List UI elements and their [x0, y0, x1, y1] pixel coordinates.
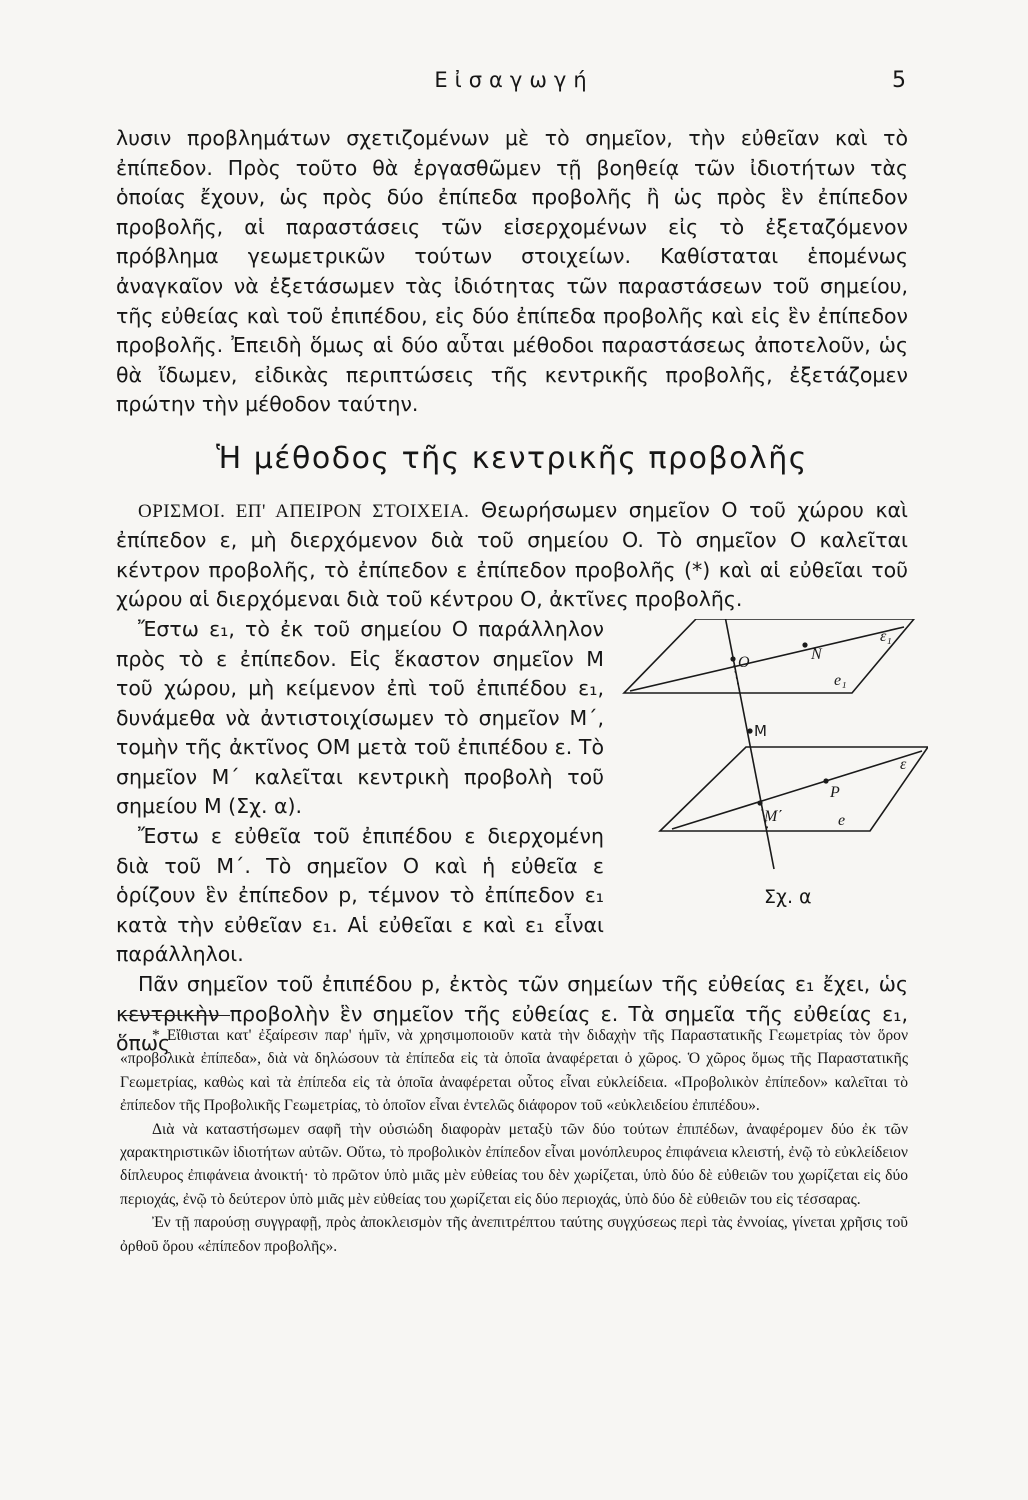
paragraph-projection: Ἔστω ε₁, τὸ ἐκ τοῦ σημείου O παράλληλον πρὸς τὸ ε ἐπίπεδον. Εἰς ἕκαστον σημεῖον M τοῦ χώρου, μὴ κείμενον ἐπὶ τοῦ ἐπιπέδου ε₁, δυνάμεθα νὰ ἀντιστοιχίσωμεν τὸ σημεῖον M΄, τομὴν τῆς ἀκτῖνος OM μετὰ τοῦ ἐπιπέδου ε. Τὸ σημεῖον M΄ καλεῖται κεντρικὴ προβολὴ τοῦ σημείου M (Σχ. α).	[116, 616, 604, 819]
footnote-3: Ἐν τῇ παρούσῃ συγγραφῇ, πρὸς ἀποκλεισμὸν τῆς ἀνεπιτρέπτου ταύτης συγχύσεως περὶ τὰς ἐννοίας, γίνεται χρῆσις τοῦ ὀρθοῦ ὅρου «ἐπίπεδον προβολῆς».	[120, 1214, 908, 1255]
line-e	[672, 751, 922, 829]
footnotes	[120, 1024, 908, 1258]
definitions-text: Θεωρήσωμεν σημεῖον O τοῦ χώρου καὶ ἐπίπεδον ε, μὴ διερχόμενον διὰ τοῦ σημείου O. Τὸ σημεῖον O καλεῖται κέντρον προβολῆς, τὸ ἐπίπεδον ε ἐπίπεδον προβολῆς (*) καὶ αἱ εὐθεῖαι τοῦ χώρου αἱ διερχόμεναι διὰ τοῦ κέντρου O, ἀκτῖνες προβολῆς.	[116, 497, 908, 612]
running-title: Εἰσαγωγή	[434, 68, 594, 92]
point-o	[730, 656, 735, 661]
point-n	[802, 642, 807, 647]
point-m	[747, 728, 752, 733]
definitions-label: ΟΡΙΣΜΟΙ. ΕΠ' ΑΠΕΙΡΟΝ ΣΤΟΙΧΕΙΑ.	[138, 500, 470, 522]
footnote-1: * Εἴθισται κατ' ἐξαίρεσιν παρ' ἡμῖν, νὰ χρησιμοποιοῦν κατὰ τὴν διδαχὴν τῆς Παραστατικῆς Γεωμετρίας τὸν ὅρον «προβολικὰ ἐπίπεδα», διὰ νὰ δηλώσουν τὰ ἐπίπεδα εἰς τὰ ὁποῖα ἀναφέρεται ὁ χῶρος. Ὁ χῶρος ὅμως τῆς Παραστατικῆς Γεωμετρίας, καθὼς καὶ τὰ ἐπίπεδα εἰς τὰ ὁποῖα ἀναφέρεται οὗτος εἶναι εὐκλείδεια. «Προβολικὸν ἐπίπεδον» καλεῖται τὸ ἐπίπεδον τῆς Προβολικῆς Γεωμετρίας, τὸ ὁποῖον εἶναι ἐντελῶς διάφορον τοῦ «εὐκλειδείου ἐπιπέδου».	[120, 1027, 908, 1115]
label-m-prime: M΄	[764, 807, 783, 825]
label-e-plane: e	[838, 811, 846, 829]
section-title: Ἡ μέθοδος τῆς κεντρικῆς προβολῆς	[216, 440, 808, 476]
running-head	[0, 68, 1028, 102]
page-number: 5	[892, 68, 906, 93]
paragraph-continuation: Πᾶν σημεῖον τοῦ ἐπιπέδου p, ἐκτὸς τῶν σημείων τῆς εὐθείας ε₁ ἔχει, ὡς κεντρικὴν προβολὴν ἓν σημεῖον τῆς εὐθείας ε. Τὰ σημεῖα τῆς εὐθείας ε₁, ὅπως	[116, 972, 908, 1056]
footnote-2: Διὰ νὰ καταστήσωμεν σαφῆ τὴν οὐσιώδη διαφορὰν μεταξὺ τῶν δύο τούτων ἐπιπέδων, ἀναφέρομεν δύο ἐκ τῶν χαρακτηριστικῶν ἰδιοτήτων αὐτῶν. Οὕτω, τὸ προβολικὸν ἐπίπεδον εἶναι μονόπλευρος ἐπιφάνεια κλειστή, ἐνῷ τὸ εὐκλείδειον δίπλευρος ἐπιφάνεια ἀνοικτή· τὸ πρῶτον ὑπὸ μιᾶς μὲν εὐθείας του δὲν χωρίζεται, ὑπὸ δύο δὲ εὐθειῶν του χωρίζεται εἰς δύο περιοχάς, ἐνῷ τὸ δεύτερον ὑπὸ μιᾶς μὲν εὐθείας του χωρίζεται εἰς δύο περιοχάς, ὑπὸ δύο δὲ εὐθειῶν του εἰς τέσσαρας.	[120, 1120, 908, 1208]
paragraph-definitions	[116, 496, 908, 615]
label-e1-line: ε₁	[880, 627, 892, 645]
label-n: N	[811, 645, 822, 663]
label-e1-plane: e₁	[834, 671, 847, 689]
label-o: O	[738, 653, 750, 671]
label-m: M	[754, 721, 767, 740]
paragraph-line-plane: Ἔστω ε εὐθεῖα τοῦ ἐπιπέδου ε διερχομένη διὰ τοῦ M΄. Τὸ σημεῖον O καὶ ἡ εὐθεῖα ε ὁρίζουν ἓν ἐπίπεδον p, τέμνον τὸ ἐπίπεδον ε₁ κατὰ τὴν εὐθεῖαν ε₁. Αἱ εὐθεῖαι ε καὶ ε₁ εἶναι παράλληλοι.	[116, 824, 604, 967]
paragraph-intro: λυσιν προβλημάτων σχετιζομένων μὲ τὸ σημεῖον, τὴν εὐθεῖαν καὶ τὸ ἐπίπεδον. Πρὸς τοῦτο θὰ ἐργασθῶμεν τῇ βοηθείᾳ τῶν ἰδιοτήτων τὰς ὁποίας ἔχουν, ὡς πρὸς δύο ἐπίπεδα προβολῆς ἢ ὡς πρὸς ἓν ἐπίπεδον προβολῆς, αἱ παραστάσεις τῶν εἰσερχομένων εἰς τὸ ἐξεταζόμενον πρόβλημα γεωμετρικῶν τούτων στοιχείων. Καθίσταται ἑπομένως ἀναγκαῖον νὰ ἐξετάσωμεν τὰς ἰδιότητας τῶν παραστάσεων τοῦ σημείου, τῆς εὐθείας καὶ τοῦ ἐπιπέδου, εἰς δύο ἐπίπεδα προβολῆς καὶ εἰς ἓν ἐπίπεδον προβολῆς. Ἐπειδὴ ὅμως αἱ δύο αὗται μέθοδοι παραστάσεως ἀποτελοῦν, ὡς θὰ ἴδωμεν, εἰδικὰς περιπτώσεις τῆς κεντρικῆς προβολῆς, ἐξετάζομεν πρώτην τὴν μέθοδον ταύτην.	[116, 126, 908, 417]
label-e-line: ε	[900, 755, 907, 773]
plane-e	[660, 747, 928, 831]
figure-wrap-area	[116, 615, 908, 970]
label-p: P	[830, 783, 840, 801]
point-p	[823, 778, 828, 783]
footnote-rule	[122, 1015, 230, 1016]
line-e1	[630, 627, 904, 691]
body-text	[116, 124, 908, 1059]
figure-caption: Σχ. α	[764, 885, 812, 908]
point-m-prime	[757, 800, 762, 805]
figure-central-projection	[622, 619, 928, 931]
